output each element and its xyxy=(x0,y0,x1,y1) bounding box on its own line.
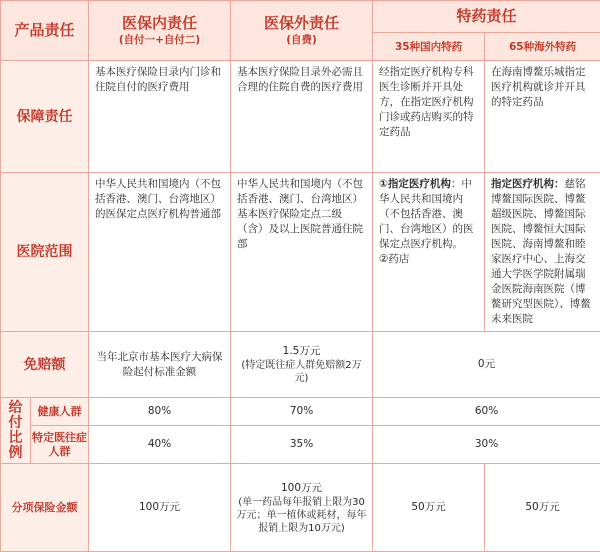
in-scope-title: 医保内责任 xyxy=(122,14,198,32)
healthy-out-scope: 70% xyxy=(231,398,373,426)
hospital-overseas-rest: 慈铭博鳌国际医院、博鳌超级医院、博鳌国际医院、博鳌恒大国际医院、海南博鳌和睦家医疗中心、上海交通大学医学院附属瑞金医院海南医院（博鳌研究型医院）、博鳌未来医院 xyxy=(491,178,591,325)
healthy-group-label: 健康人群 xyxy=(31,398,89,426)
deductible-out-scope xyxy=(231,332,373,398)
healthy-in-scope: 80% xyxy=(89,398,231,426)
coverage-in-scope: 基本医疗保险目录内门诊和住院自付的医疗费用 xyxy=(89,61,231,173)
payout-char-4: 例 xyxy=(8,444,23,461)
out-scope-title: 医保外责任 xyxy=(264,14,340,32)
coverage-label: 保障责任 xyxy=(1,61,89,173)
payout-ratio-label xyxy=(1,398,31,464)
hospital-domestic-rest: ：中华人民共和国境内（不包括香港、澳门、台湾地区）的医保定点医疗机构。 xyxy=(379,178,474,250)
hospital-overseas xyxy=(485,173,600,332)
deductible-out-scope-note: (特定既往症人群免赔额2万元) xyxy=(241,360,362,384)
hospital-domestic-lead: ①指定医疗机构 xyxy=(379,178,451,190)
limit-label: 分项保险金额 xyxy=(1,464,89,552)
payout-char-2: 付 xyxy=(8,414,23,431)
preexisting-in-scope: 40% xyxy=(89,426,231,464)
hospital-out-scope: 中华人民共和国境内（不包括香港、澳门、台湾地区）基本医疗保险定点二级（含）及以上医院普通住院部 xyxy=(231,173,373,332)
out-scope-subtitle: (自费) xyxy=(286,34,317,46)
limit-domestic: 50万元 xyxy=(373,464,485,552)
coverage-overseas: 在海南博鳌乐城指定医疗机构就诊并开具的特定药品 xyxy=(485,61,600,173)
coverage-out-scope: 基本医疗保险目录外必需且合理的住院自费的医疗费用 xyxy=(231,61,373,173)
preexisting-special: 30% xyxy=(373,426,600,464)
hospital-domestic xyxy=(373,173,485,332)
limit-overseas: 50万元 xyxy=(485,464,600,552)
deductible-special: 0元 xyxy=(373,332,600,398)
payout-char-1: 给 xyxy=(8,399,23,416)
preexisting-out-scope: 35% xyxy=(231,426,373,464)
limit-out-scope xyxy=(231,464,373,552)
deductible-out-scope-main: 1.5万元 xyxy=(282,345,321,357)
hospital-overseas-lead: 指定医疗机构： xyxy=(491,178,565,190)
limit-in-scope: 100万元 xyxy=(89,464,231,552)
special-drug-header: 特药责任 xyxy=(373,1,600,33)
hospital-label: 医院范围 xyxy=(1,173,89,332)
limit-out-scope-note: (单一药品每年报销上限为30万元；单一植体或耗材，每年报销上限为10万元) xyxy=(236,496,367,534)
healthy-special: 60% xyxy=(373,398,600,426)
overseas-drug-header: 65种海外特药 xyxy=(485,33,600,61)
in-scope-header xyxy=(89,1,231,61)
hospital-domestic-second: ②药店 xyxy=(379,253,410,265)
limit-out-scope-main: 100万元 xyxy=(280,481,323,494)
domestic-drug-header: 35种国内特药 xyxy=(373,33,485,61)
hospital-in-scope: 中华人民共和国境内（不包括香港、澳门、台湾地区）的医保定点医疗机构普通部 xyxy=(89,173,231,332)
payout-char-3: 比 xyxy=(8,429,23,446)
deductible-in-scope: 当年北京市基本医疗大病保险起付标准金额 xyxy=(89,332,231,398)
out-scope-header xyxy=(231,1,373,61)
product-duty-header: 产品责任 xyxy=(1,1,89,61)
preexisting-group-label: 特定既往症人群 xyxy=(31,426,89,464)
in-scope-subtitle: (自付一+自付二) xyxy=(118,34,201,46)
deductible-label: 免赔额 xyxy=(1,332,89,398)
coverage-domestic: 经指定医疗机构专科医生诊断并开具处方，在指定医疗机构门诊或药店购买的特定药品 xyxy=(373,61,485,173)
